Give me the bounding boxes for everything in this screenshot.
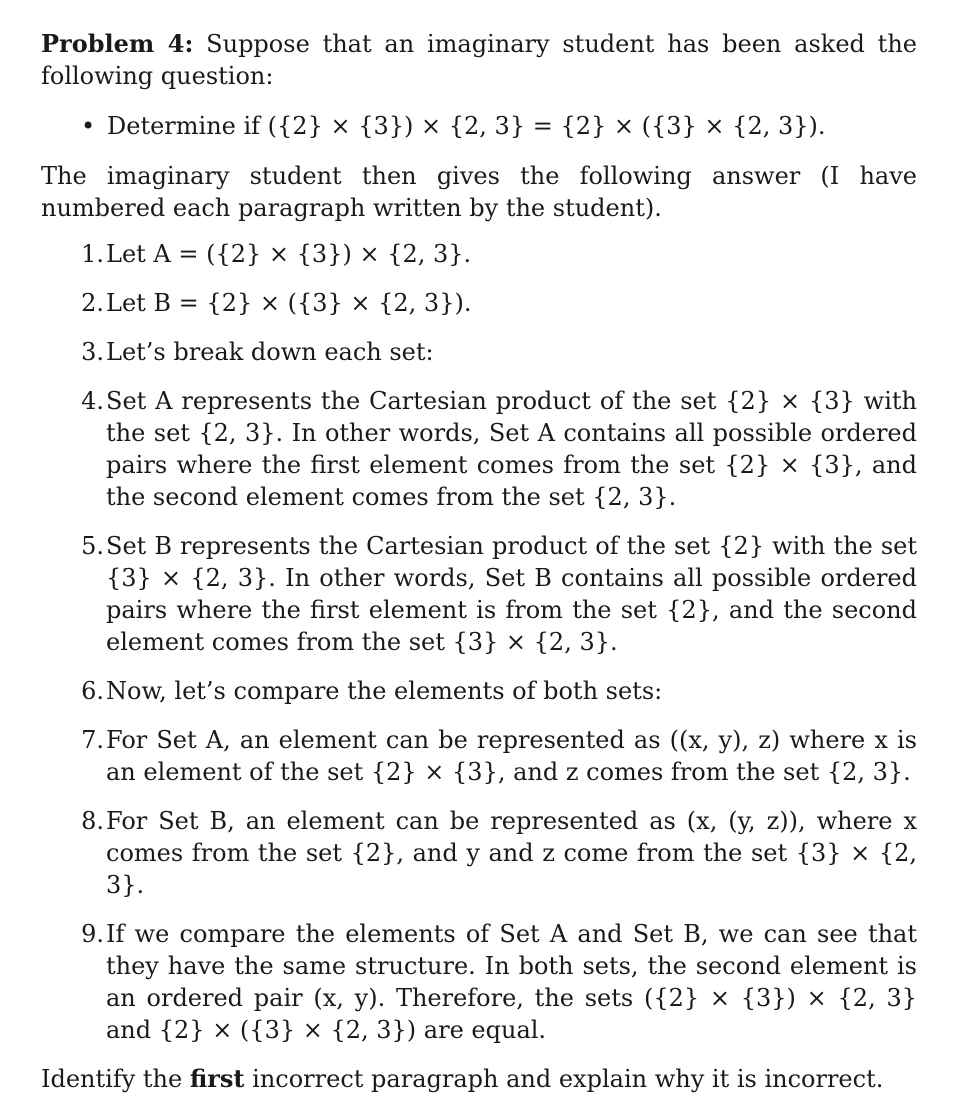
paragraph-text: Let A = ({2} × {3}) × {2, 3}. xyxy=(106,240,472,268)
paragraph-number: 1. xyxy=(81,240,104,268)
list-item xyxy=(41,724,917,788)
paragraph-number: 5. xyxy=(81,532,104,560)
paragraph-text: Let B = {2} × ({3} × {2, 3}). xyxy=(106,289,472,317)
paragraph-text: Now, let’s compare the elements of both sets: xyxy=(106,677,663,705)
list-item xyxy=(41,238,917,270)
paragraph-text: If we compare the elements of Set A and Set B, we can see that they have the same structure. In both sets, the second element is an ordered pair (x, y). Therefore, the sets ({2} × {3}) × {2, 3} and {2} × ({3} × {2, 3}) are equal. xyxy=(106,920,917,1044)
list-item xyxy=(41,918,917,1046)
list-item xyxy=(41,675,917,707)
paragraph-number: 7. xyxy=(81,726,104,754)
list-item xyxy=(41,287,917,319)
list-item xyxy=(41,385,917,513)
paragraph-text: Set A represents the Cartesian product of the set {2} × {3} with the set {2, 3}. In other words, Set A contains all possible ordered pairs where the first element comes from the set {2} × {3}, and the second element comes from the set {2, 3}. xyxy=(106,387,917,511)
closing-after: incorrect paragraph and explain why it is incorrect. xyxy=(244,1065,884,1093)
list-item xyxy=(41,530,917,658)
document-page xyxy=(41,28,917,1095)
closing-instruction xyxy=(41,1063,917,1095)
paragraph-number: 8. xyxy=(81,807,104,835)
paragraph-number: 9. xyxy=(81,920,104,948)
paragraph-text: For Set A, an element can be represented as ((x, y), z) where x is an element of the set {2} × {3}, and z comes from the set {2, 3}. xyxy=(106,726,917,786)
question-bullet xyxy=(81,110,917,142)
bullet-icon: • xyxy=(81,112,96,140)
list-item xyxy=(41,336,917,368)
paragraph-text: For Set B, an element can be represented as (x, (y, z)), where x comes from the set {2}, and y and z come from the set {3} × {2, 3}. xyxy=(106,807,917,899)
paragraph-number: 2. xyxy=(81,289,104,317)
question-text: Determine if ({2} × {3}) × {2, 3} = {2} × ({3} × {2, 3}). xyxy=(107,112,826,140)
list-item xyxy=(41,805,917,901)
paragraph-number: 3. xyxy=(81,338,104,366)
paragraph-text: Set B represents the Cartesian product of the set {2} with the set {3} × {2, 3}. In other words, Set B contains all possible ordered pairs where the first element is from the set {2}, and the second element comes from the set {3} × {2, 3}. xyxy=(106,532,917,656)
student-paragraph-list xyxy=(41,238,917,1046)
problem-intro-text: Suppose that an imaginary student has been asked the following question: xyxy=(41,30,917,90)
paragraph-text: Let’s break down each set: xyxy=(106,338,434,366)
closing-emphasis: first xyxy=(189,1064,245,1093)
paragraph-number: 6. xyxy=(81,677,104,705)
answer-intro: The imaginary student then gives the following answer (I have numbered each paragraph written by the student). xyxy=(41,162,917,222)
closing-before: Identify the xyxy=(41,1065,190,1093)
problem-intro xyxy=(41,28,917,92)
problem-title: Problem 4: xyxy=(41,29,194,58)
paragraph-number: 4. xyxy=(81,387,104,415)
